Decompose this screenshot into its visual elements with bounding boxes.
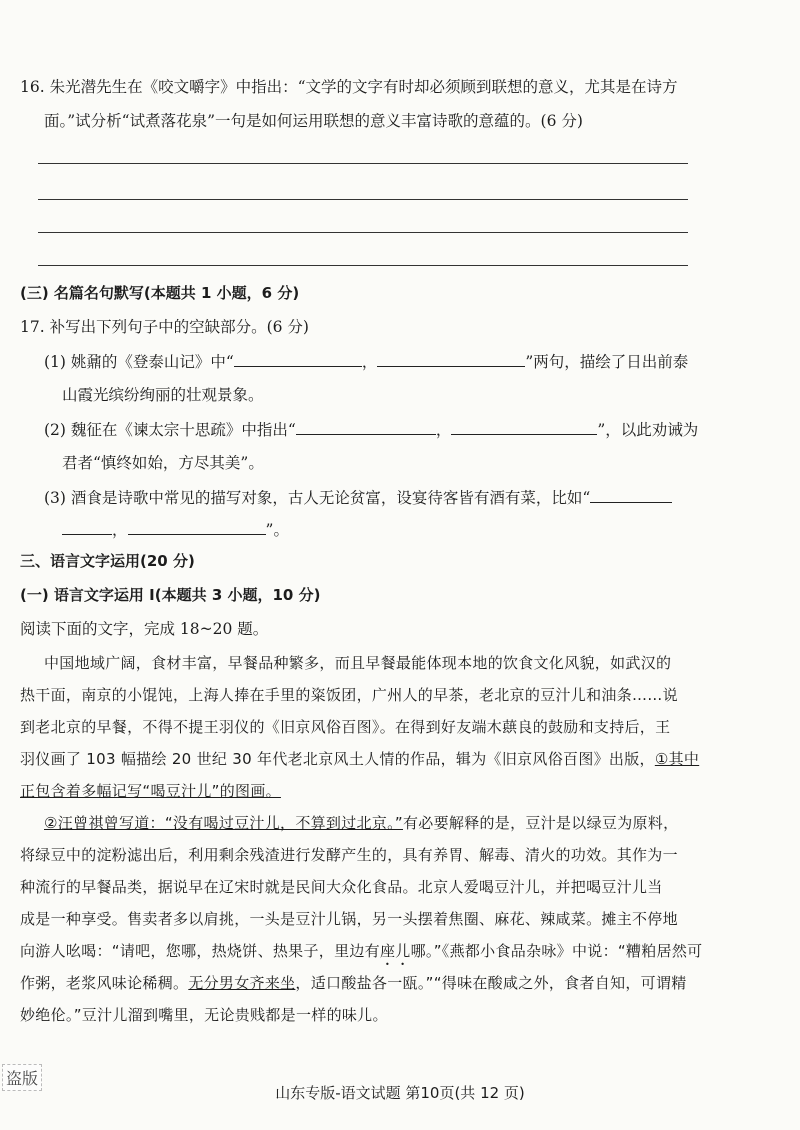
q17-item3-suffix: ”。	[265, 521, 289, 539]
answer-line-3	[38, 232, 688, 233]
passage-line-part: 作粥，老浆风味论稀稠。	[20, 974, 189, 992]
passage-line: 种流行的早餐品类，据说早在辽宋时就是民间大众化食品。北京人爱喝豆汁儿，并把喝豆汁儿当	[20, 878, 663, 896]
q17-blank-4[interactable]	[451, 418, 597, 435]
q17-item2-prefix: (2) 魏征在《谏太宗十思疏》中指出“	[44, 421, 296, 439]
q17-item3-prefix: (3) 酒食是诗歌中常见的描写对象，古人无论贫富，设宴待客皆有酒有菜，比如“	[44, 489, 591, 507]
q17-title: 17. 补写出下列句子中的空缺部分。(6 分)	[20, 318, 309, 336]
q17-item3-line2	[62, 518, 289, 541]
section-3-sub1-heading: (一) 语言文字运用 Ⅰ(本题共 3 小题，10 分)	[20, 586, 321, 604]
passage-line: 中国地域广阔，食材丰富，早餐品种繁多，而且早餐最能体现本地的饮食文化风貌，如武汉的	[44, 654, 672, 672]
underlined-sentence-2: ②汪曾祺曾写道：“没有喝过豆汁儿，不算到过北京。”	[44, 814, 403, 832]
q17-blank-5[interactable]	[590, 486, 672, 503]
q17-item2-mid: ，	[435, 421, 452, 439]
passage-line-part: 羽仪画了 103 幅描绘 20 世纪 30 年代老北京风土人情的作品，辑为《旧京风俗百图》出版，	[20, 750, 655, 768]
passage-line: 到老北京的早餐，不得不提王羽仪的《旧京风俗百图》。在得到好友端木蕻良的鼓励和支持后，王	[20, 718, 671, 736]
answer-line-1	[38, 163, 688, 164]
answer-line-4	[38, 265, 688, 266]
q17-item1-mid: ，	[361, 353, 378, 371]
q17-item1-line2: 山霞光缤纷绚丽的壮观景象。	[62, 386, 264, 404]
passage-line: 成是一种享受。售卖者多以肩挑，一头是豆汁儿锅，另一头摆着焦圈、麻花、辣咸菜。摊主不停地	[20, 910, 678, 928]
q17-item1-suffix: ”两句，描绘了日出前泰	[525, 353, 689, 371]
q17-blank-1[interactable]	[234, 350, 362, 367]
q17-item1-prefix: (1) 姚鼐的《登泰山记》中“	[44, 353, 234, 371]
passage-line-part: 哪。”《燕都小食品杂咏》中说：“糟粕居然可	[410, 942, 703, 960]
passage-line: 将绿豆中的淀粉滤出后，利用剩余残渣进行发酵产生的，具有养胃、解毒、清火的功效。其作为一	[20, 846, 678, 864]
q17-blank-2[interactable]	[377, 350, 525, 367]
passage-line	[44, 812, 678, 834]
passage-line: 妙绝伦。”豆汁儿溜到嘴里，无论贵贱都是一样的味儿。	[20, 1006, 388, 1024]
q17-item3-mid: ，	[112, 521, 128, 539]
q17-item2-line2: 君者“慎终如始，方尽其美”。	[62, 454, 264, 472]
q17-item1	[44, 350, 688, 373]
emphasized-word: 座儿	[379, 942, 411, 960]
q17-item2-suffix: ”，以此劝诫为	[597, 421, 699, 439]
passage-line-part: 向游人吆喝：“请吧，您哪，热烧饼、热果子，里边有	[20, 942, 380, 960]
q16-line1: 16. 朱光潜先生在《咬文嚼字》中指出：“文学的文字有时却必须顾到联想的意义，尤其是在诗方	[20, 78, 678, 96]
q16-line2: 面。”试分析“试煮落花泉”一句是如何运用联想的意义丰富诗歌的意蕴的。(6 分)	[44, 112, 583, 130]
section-3-sub3-heading: (三) 名篇名句默写(本题共 1 小题，6 分)	[20, 284, 300, 302]
q17-blank-6[interactable]	[128, 518, 266, 535]
underlined-sentence-1: ①其中	[654, 750, 700, 768]
passage-line	[20, 940, 702, 969]
passage-line-part: ，适口酸盐各一瓯。”“得味在酸咸之外，食者自知，可谓精	[295, 974, 687, 992]
answer-line-2	[38, 199, 688, 200]
pirated-watermark: 盗版	[2, 1064, 42, 1091]
passage-line	[20, 748, 699, 770]
passage-line: 热干面，南京的小馄饨，上海人捧在手里的粢饭团，广州人的早茶，老北京的豆汁儿和油条……说	[20, 686, 678, 704]
reading-instruction: 阅读下面的文字，完成 18~20 题。	[20, 620, 269, 638]
underlined-phrase-3: 无分男女齐来坐	[188, 974, 296, 992]
q17-blank-5-cont[interactable]	[62, 518, 112, 535]
page-footer: 山东专版-语文试题 第10页(共 12 页)	[275, 1084, 525, 1102]
underlined-sentence-1-cont: 正包含着多幅记写“喝豆汁儿”的图画。	[20, 782, 281, 800]
passage-line-part: 有必要解释的是，豆汁是以绿豆为原料，	[403, 814, 679, 832]
q17-item3	[44, 486, 672, 509]
passage-line	[20, 972, 687, 994]
section-3-heading: 三、语言文字运用(20 分)	[20, 552, 195, 570]
q17-blank-3[interactable]	[296, 418, 436, 435]
q17-item2	[44, 418, 698, 441]
